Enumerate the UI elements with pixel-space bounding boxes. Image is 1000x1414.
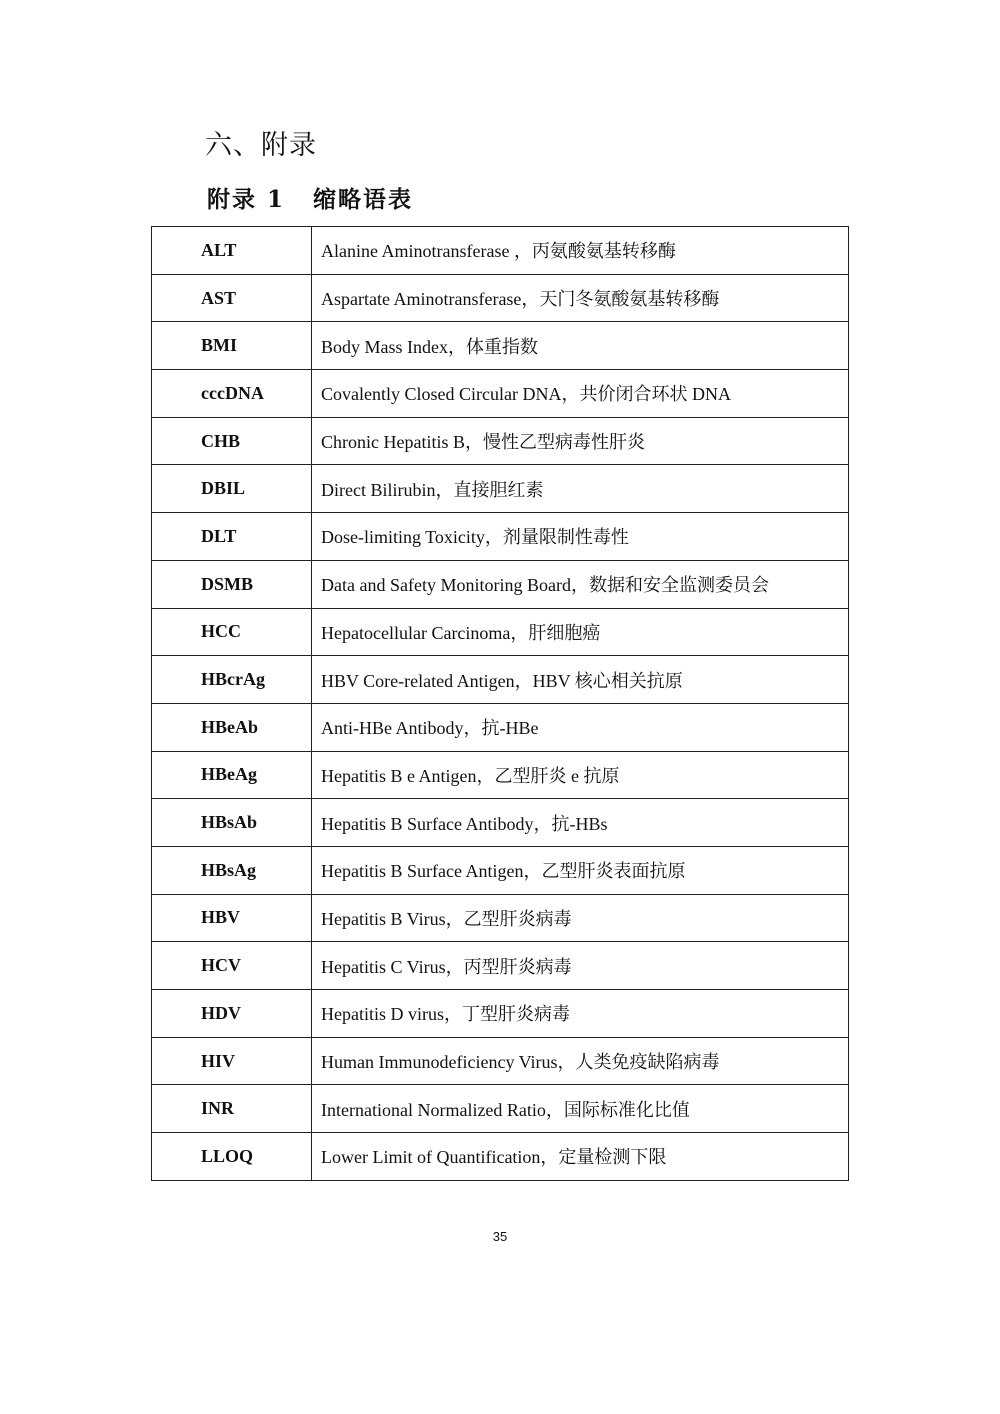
table-row (152, 560, 849, 608)
abbreviation-cell: INR (152, 1085, 312, 1133)
definition-cell: Hepatitis D virus，丁型肝炎病毒 (312, 990, 849, 1038)
table-row (152, 751, 849, 799)
table-row (152, 465, 849, 513)
table-row (152, 846, 849, 894)
table-row (152, 322, 849, 370)
abbreviation-cell: DLT (152, 513, 312, 561)
abbreviation-cell: BMI (152, 322, 312, 370)
table-row (152, 799, 849, 847)
table-row (152, 227, 849, 275)
page-number: 35 (492, 1229, 508, 1244)
definition-cell: Covalently Closed Circular DNA，共价闭合环状 DNA (312, 370, 849, 418)
definition-cell: Hepatitis B e Antigen，乙型肝炎 e 抗原 (312, 751, 849, 799)
definition-cell: Hepatocellular Carcinoma，肝细胞癌 (312, 608, 849, 656)
abbreviation-cell: HBcrAg (152, 656, 312, 704)
table-row (152, 990, 849, 1038)
appendix-name: 缩略语表 (313, 186, 414, 213)
abbreviation-table-body (152, 227, 849, 1181)
definition-cell: Dose-limiting Toxicity，剂量限制性毒性 (312, 513, 849, 561)
definition-cell: Body Mass Index，体重指数 (312, 322, 849, 370)
abbreviation-cell: LLOQ (152, 1133, 312, 1181)
table-row (152, 942, 849, 990)
definition-cell: Aspartate Aminotransferase，天门冬氨酸氨基转移酶 (312, 274, 849, 322)
definition-cell: HBV Core-related Antigen，HBV 核心相关抗原 (312, 656, 849, 704)
table-row (152, 608, 849, 656)
abbreviation-cell: DSMB (152, 560, 312, 608)
definition-cell: International Normalized Ratio，国际标准化比值 (312, 1085, 849, 1133)
table-row (152, 370, 849, 418)
appendix-title (207, 180, 413, 220)
table-row (152, 894, 849, 942)
abbreviation-cell: cccDNA (152, 370, 312, 418)
definition-cell: Hepatitis B Virus，乙型肝炎病毒 (312, 894, 849, 942)
definition-cell: Lower Limit of Quantification，定量检测下限 (312, 1133, 849, 1181)
table-row (152, 1085, 849, 1133)
table-row (152, 703, 849, 751)
abbreviation-cell: HBV (152, 894, 312, 942)
abbreviation-cell: AST (152, 274, 312, 322)
abbreviation-cell: HBsAg (152, 846, 312, 894)
abbreviation-cell: ALT (152, 227, 312, 275)
abbreviation-cell: HIV (152, 1037, 312, 1085)
abbreviation-cell: HBeAg (152, 751, 312, 799)
abbreviation-cell: DBIL (152, 465, 312, 513)
abbreviation-cell: HBeAb (152, 703, 312, 751)
appendix-label: 附录 1 (207, 186, 286, 213)
definition-cell: Hepatitis B Surface Antibody，抗-HBs (312, 799, 849, 847)
section-heading: 六、附录 (205, 130, 317, 161)
definition-cell: Hepatitis C Virus，丙型肝炎病毒 (312, 942, 849, 990)
table-row (152, 274, 849, 322)
abbreviation-cell: HCC (152, 608, 312, 656)
abbreviation-table (151, 226, 849, 1181)
table-row (152, 656, 849, 704)
definition-cell: Hepatitis B Surface Antigen，乙型肝炎表面抗原 (312, 846, 849, 894)
abbreviation-cell: CHB (152, 417, 312, 465)
table-row (152, 1037, 849, 1085)
abbreviation-cell: HCV (152, 942, 312, 990)
abbreviation-cell: HDV (152, 990, 312, 1038)
definition-cell: Data and Safety Monitoring Board，数据和安全监测委员会 (312, 560, 849, 608)
abbreviation-cell: HBsAb (152, 799, 312, 847)
definition-cell: Direct Bilirubin，直接胆红素 (312, 465, 849, 513)
table-row (152, 417, 849, 465)
definition-cell: Chronic Hepatitis B，慢性乙型病毒性肝炎 (312, 417, 849, 465)
definition-cell: Anti-HBe Antibody，抗-HBe (312, 703, 849, 751)
definition-cell: Alanine Aminotransferase ，丙氨酸氨基转移酶 (312, 227, 849, 275)
table-row (152, 1133, 849, 1181)
definition-cell: Human Immunodeficiency Virus，人类免疫缺陷病毒 (312, 1037, 849, 1085)
table-row (152, 513, 849, 561)
